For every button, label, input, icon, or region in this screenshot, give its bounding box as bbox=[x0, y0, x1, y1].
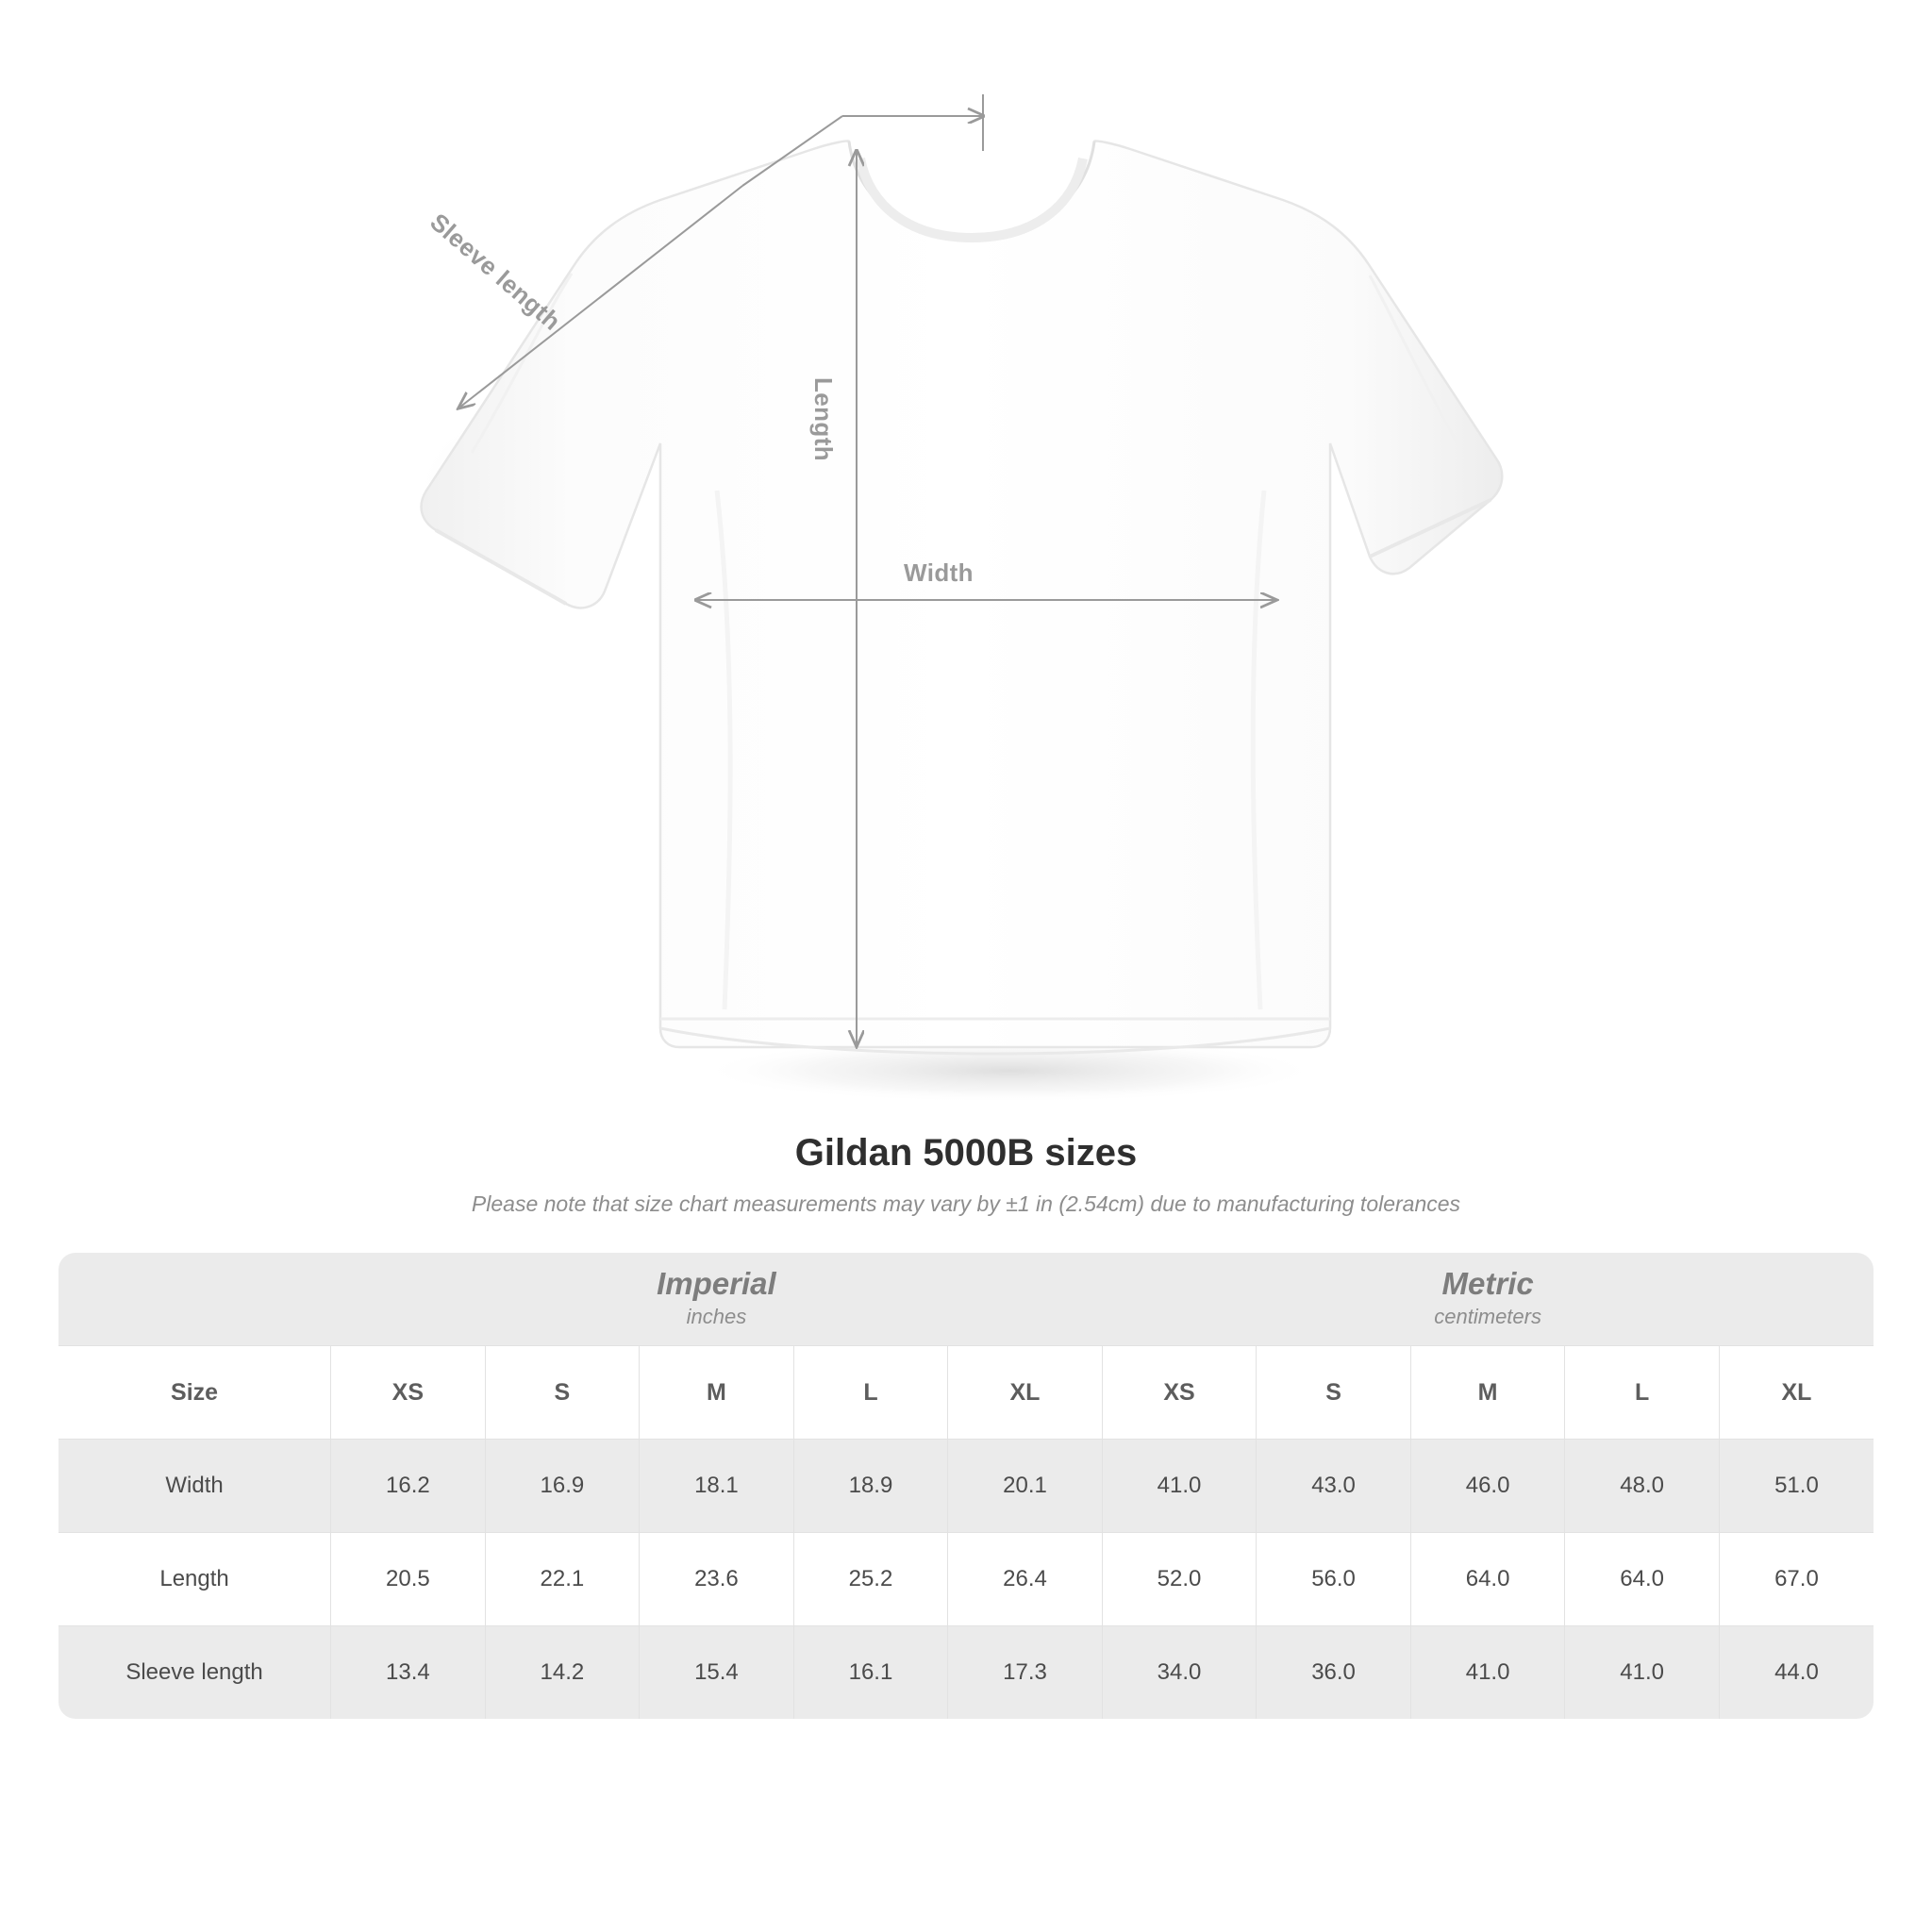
cell-length-3: 25.2 bbox=[793, 1533, 948, 1626]
header-size: Size bbox=[58, 1346, 331, 1440]
cell-length-7: 64.0 bbox=[1410, 1533, 1565, 1626]
cell-length-4: 26.4 bbox=[948, 1533, 1103, 1626]
cell-sleeve-6: 36.0 bbox=[1257, 1626, 1411, 1720]
cell-sleeve-2: 15.4 bbox=[640, 1626, 794, 1720]
width-label: Width bbox=[904, 558, 974, 587]
size-chart-table-wrapper bbox=[58, 1253, 1874, 1719]
row-label-length: Length bbox=[58, 1533, 331, 1626]
cell-length-1: 22.1 bbox=[485, 1533, 640, 1626]
unit-group-imperial bbox=[331, 1253, 1103, 1346]
table-row bbox=[58, 1440, 1874, 1533]
unit-group-imperial-sub: inches bbox=[686, 1305, 747, 1329]
cell-length-2: 23.6 bbox=[640, 1533, 794, 1626]
cell-length-5: 52.0 bbox=[1102, 1533, 1257, 1626]
table-corner-cell bbox=[58, 1253, 331, 1346]
cell-length-6: 56.0 bbox=[1257, 1533, 1411, 1626]
cell-width-7: 46.0 bbox=[1410, 1440, 1565, 1533]
cell-sleeve-4: 17.3 bbox=[948, 1626, 1103, 1720]
table-header-row bbox=[58, 1346, 1874, 1440]
cell-width-8: 48.0 bbox=[1565, 1440, 1720, 1533]
tshirt-body-shape bbox=[422, 141, 1503, 1047]
cell-length-8: 64.0 bbox=[1565, 1533, 1720, 1626]
sleeve-length-label: Sleeve length bbox=[425, 208, 567, 337]
cell-width-2: 18.1 bbox=[640, 1440, 794, 1533]
cell-width-1: 16.9 bbox=[485, 1440, 640, 1533]
cell-width-5: 41.0 bbox=[1102, 1440, 1257, 1533]
title-block bbox=[0, 1132, 1932, 1217]
header-col-1: S bbox=[485, 1346, 640, 1440]
unit-group-metric-sub: centimeters bbox=[1434, 1305, 1541, 1329]
header-col-3: L bbox=[793, 1346, 948, 1440]
cell-width-9: 51.0 bbox=[1719, 1440, 1874, 1533]
header-col-7: M bbox=[1410, 1346, 1565, 1440]
header-col-8: L bbox=[1565, 1346, 1720, 1440]
header-col-6: S bbox=[1257, 1346, 1411, 1440]
size-chart-table bbox=[58, 1253, 1874, 1719]
row-label-sleeve-length: Sleeve length bbox=[58, 1626, 331, 1720]
cell-sleeve-3: 16.1 bbox=[793, 1626, 948, 1720]
row-label-width: Width bbox=[58, 1440, 331, 1533]
page-title: Gildan 5000B sizes bbox=[794, 1132, 1138, 1174]
cell-sleeve-0: 13.4 bbox=[331, 1626, 486, 1720]
table-row bbox=[58, 1626, 1874, 1720]
unit-group-row bbox=[58, 1253, 1874, 1346]
cell-sleeve-1: 14.2 bbox=[485, 1626, 640, 1720]
header-col-9: XL bbox=[1719, 1346, 1874, 1440]
header-col-4: XL bbox=[948, 1346, 1103, 1440]
cell-sleeve-7: 41.0 bbox=[1410, 1626, 1565, 1720]
unit-group-imperial-name: Imperial bbox=[657, 1265, 776, 1301]
unit-group-metric-name: Metric bbox=[1441, 1265, 1534, 1301]
cell-sleeve-8: 41.0 bbox=[1565, 1626, 1720, 1720]
table-row bbox=[58, 1533, 1874, 1626]
cell-sleeve-9: 44.0 bbox=[1719, 1626, 1874, 1720]
tolerance-note: Please note that size chart measurements may vary by ±1 in (2.54cm) due to manufacturing tolerances bbox=[471, 1191, 1461, 1216]
length-label: Length bbox=[809, 377, 838, 462]
cell-length-0: 20.5 bbox=[331, 1533, 486, 1626]
cell-width-6: 43.0 bbox=[1257, 1440, 1411, 1533]
cell-width-3: 18.9 bbox=[793, 1440, 948, 1533]
header-col-0: XS bbox=[331, 1346, 486, 1440]
cell-sleeve-5: 34.0 bbox=[1102, 1626, 1257, 1720]
cell-width-0: 16.2 bbox=[331, 1440, 486, 1533]
header-col-5: XS bbox=[1102, 1346, 1257, 1440]
cell-length-9: 67.0 bbox=[1719, 1533, 1874, 1626]
cell-width-4: 20.1 bbox=[948, 1440, 1103, 1533]
header-col-2: M bbox=[640, 1346, 794, 1440]
unit-group-metric bbox=[1102, 1253, 1874, 1346]
